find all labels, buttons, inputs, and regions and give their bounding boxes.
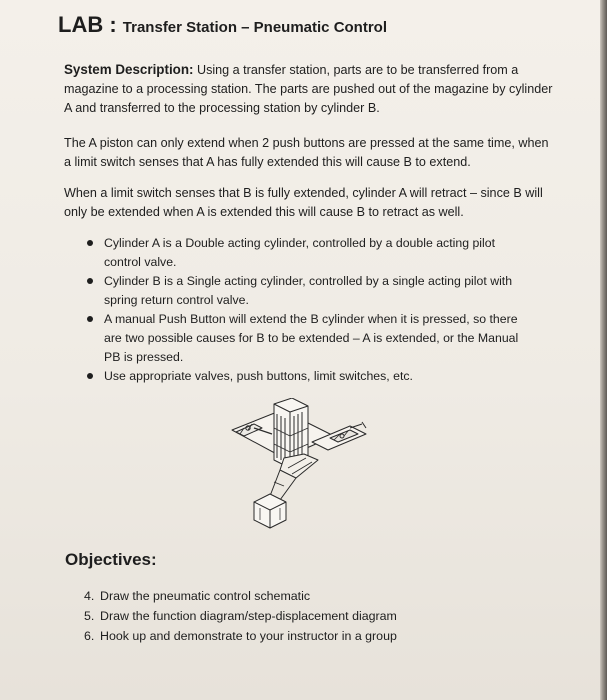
bullet-icon (87, 373, 93, 379)
system-description-label: System Description: (64, 62, 194, 77)
transfer-station-illustration (222, 398, 372, 538)
bullet-icon (87, 240, 93, 246)
requirements-list (84, 234, 534, 386)
list-item: Cylinder B is a Single acting cylinder, controlled by a single acting pilot with spring return control valve. (84, 272, 534, 310)
item-text: Hook up and demonstrate to your instructor in a group (100, 629, 397, 643)
title-lab: LAB (58, 12, 104, 37)
item-number: 5. (84, 609, 95, 623)
objectives-heading: Objectives: (65, 550, 157, 569)
bullet-icon (87, 316, 93, 322)
list-item (84, 626, 504, 646)
paper-edge (600, 0, 607, 700)
title-separator: : (109, 12, 117, 37)
objectives-list (84, 586, 504, 646)
item-text: Draw the pneumatic control schematic (100, 589, 311, 603)
paragraph-limit-switch: When a limit switch senses that B is fully extended, cylinder A will retract – since B will only be extended when A is extended this will cause B to retract as well. (64, 186, 543, 219)
list-item: Use appropriate valves, push buttons, limit switches, etc. (84, 367, 534, 386)
list-item (84, 606, 504, 626)
item-text: Draw the function diagram/step-displacement diagram (100, 609, 397, 623)
paragraph-a-piston: The A piston can only extend when 2 push buttons are pressed at the same time, when a limit switch senses that A has fully extended this will cause B to extend. (64, 136, 549, 169)
bullet-icon (87, 278, 93, 284)
list-item (84, 586, 504, 606)
list-item: Cylinder A is a Double acting cylinder, controlled by a double acting pilot control valve. (84, 234, 534, 272)
page-title (58, 12, 387, 38)
item-number: 4. (84, 589, 95, 603)
system-description-text: Using a transfer station, parts are to be transferred from a magazine to a processing station. The parts are pushed out of the magazine by cylinder A and transferred to the processing station by cylinder B. (64, 63, 553, 115)
item-number: 6. (84, 629, 95, 643)
system-description (64, 60, 554, 118)
title-subtitle: Transfer Station – Pneumatic Control (122, 19, 388, 36)
list-item: A manual Push Button will extend the B cylinder when it is pressed, so there are two possible causes for B to be extended – A is extended, or the Manual PB is pressed. (84, 310, 534, 367)
